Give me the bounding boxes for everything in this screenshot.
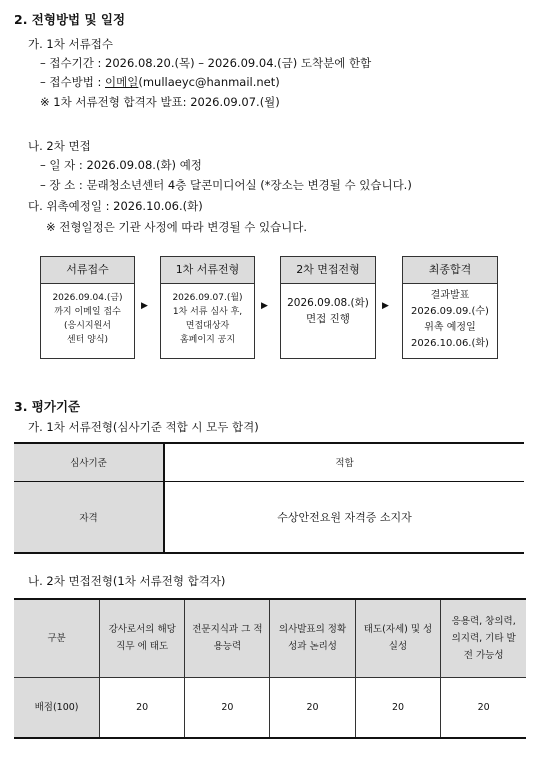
table-row-label: 배점(100) bbox=[14, 677, 100, 738]
table-header-row bbox=[14, 443, 524, 481]
flow-arrow-icon: ▶ bbox=[141, 301, 148, 311]
schedule-note: ※ 전형일정은 기관 사정에 따라 변경될 수 있습니다. bbox=[46, 220, 308, 234]
interview-criteria-table bbox=[14, 598, 526, 739]
flow-step-line: 2026.09.09.(수) bbox=[411, 306, 489, 317]
flow-step-line: 결과발표 bbox=[430, 290, 470, 301]
flow-arrow-icon: ▶ bbox=[261, 301, 268, 311]
flow-step-line: 면접대상자 bbox=[185, 321, 230, 331]
section-2-title: 2. 전형방법 및 일정 bbox=[14, 12, 126, 27]
first-screening-title: 가. 1차 서류접수 bbox=[28, 37, 113, 51]
flow-step-line: 홈페이지 공지 bbox=[179, 335, 236, 345]
application-method bbox=[40, 74, 280, 90]
application-email: (mullaeyc@hanmail.net) bbox=[138, 75, 280, 89]
flow-step-line: 2026.09.07.(월) bbox=[172, 293, 243, 303]
application-method-prefix: – 접수방법 : bbox=[40, 75, 106, 89]
interview-title: 나. 2차 면접 bbox=[28, 139, 91, 153]
application-method-email-label: 이메일 bbox=[105, 75, 139, 89]
first-result-announcement: ※ 1차 서류전형 합격자 발표: 2026.09.07.(월) bbox=[40, 95, 280, 109]
interview-place: – 장 소 : 문래청소년센터 4층 달콘미디어실 (*장소는 변경될 수 있습니다.) bbox=[40, 178, 412, 192]
table-cell: 20 bbox=[185, 677, 270, 738]
flow-step-line: 면접 진행 bbox=[306, 313, 350, 325]
flow-step-line: (응시지원서 bbox=[64, 321, 111, 331]
table-row-label: 자격 bbox=[14, 481, 164, 553]
table-header-cell: 강사로서의 해당직무 에 태도 bbox=[100, 599, 185, 677]
table-cell: 수상안전요원 자격증 소지자 bbox=[164, 481, 524, 553]
flow-step-line: 위촉 예정일 bbox=[424, 322, 476, 333]
table-header-cell: 응용력, 창의력, 의지력, 기타 발전 가능성 bbox=[441, 599, 526, 677]
application-period: – 접수기간 : 2026.08.20.(목) – 2026.09.04.(금) 도착분에 한함 bbox=[40, 56, 372, 70]
table-cell: 20 bbox=[355, 677, 441, 738]
table-row bbox=[14, 677, 526, 738]
flow-step-head: 2차 면접전형 bbox=[281, 257, 375, 284]
table-header-cell: 적합 bbox=[164, 443, 524, 481]
table-cell: 20 bbox=[441, 677, 526, 738]
first-criteria-table bbox=[14, 442, 524, 554]
table-cell: 20 bbox=[270, 677, 355, 738]
flow-step-application bbox=[40, 256, 135, 359]
flow-step-line: 2026.09.04.(금) bbox=[52, 293, 123, 303]
table-header-cell: 심사기준 bbox=[14, 443, 164, 481]
flow-step-line: 1차 서류 심사 후, bbox=[172, 307, 243, 317]
flow-step-document-screening bbox=[160, 256, 255, 359]
interview-date: – 일 자 : 2026.09.08.(화) 예정 bbox=[40, 158, 202, 172]
table-header-row bbox=[14, 599, 526, 677]
section-3-title: 3. 평가기준 bbox=[14, 399, 81, 414]
flow-step-line: 까지 이메일 접수 bbox=[54, 307, 121, 317]
appointment-date: 다. 위촉예정일 : 2026.10.06.(화) bbox=[28, 199, 203, 213]
table-header-cell: 구분 bbox=[14, 599, 100, 677]
flow-step-line: 2026.10.06.(화) bbox=[411, 338, 489, 349]
flow-arrow-icon: ▶ bbox=[382, 301, 389, 311]
flow-step-line: 2026.09.08.(화) bbox=[287, 297, 369, 309]
table-row bbox=[14, 481, 524, 553]
table-header-cell: 태도(자세) 및 성실성 bbox=[355, 599, 441, 677]
interview-criteria-title: 나. 2차 면접전형(1차 서류전형 합격자) bbox=[28, 574, 226, 588]
table-header-cell: 의사발표의 정확성과 논리성 bbox=[270, 599, 355, 677]
flow-step-line: 센터 양식) bbox=[66, 335, 109, 345]
table-header-cell: 전문지식과 그 적용능력 bbox=[185, 599, 270, 677]
flow-step-head: 1차 서류전형 bbox=[161, 257, 254, 284]
flow-step-final bbox=[402, 256, 498, 359]
first-criteria-title: 가. 1차 서류전형(심사기준 적합 시 모두 합격) bbox=[28, 420, 259, 434]
flow-step-head: 최종합격 bbox=[403, 257, 497, 284]
flow-step-head: 서류접수 bbox=[41, 257, 134, 284]
flow-step-interview bbox=[280, 256, 376, 359]
table-cell: 20 bbox=[100, 677, 185, 738]
